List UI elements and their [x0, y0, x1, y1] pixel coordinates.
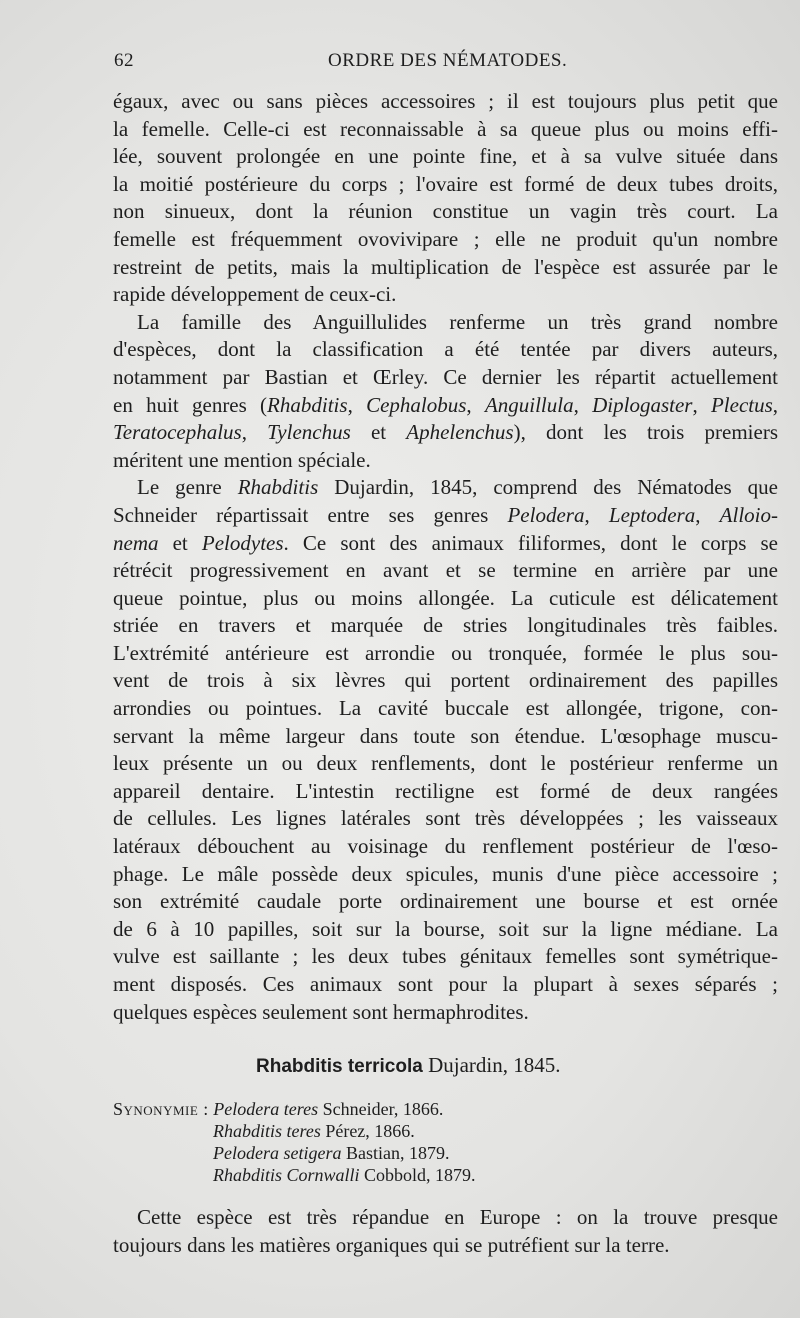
species-heading: [256, 1053, 676, 1078]
text-line: latéraux débouchent au voisinage du renflement postérieur de l'œso-: [113, 834, 778, 859]
text-line: de 6 à 10 papilles, soit sur la bourse, soit sur la ligne médiane. La: [113, 916, 778, 941]
text-line: L'extrémité antérieure est arrondie ou tronquée, formée le plus sou-: [113, 640, 778, 665]
synonym-authority: Bastian, 1879.: [345, 1143, 450, 1163]
text-line: La famille des Anguillulides renferme un très grand nombre: [137, 309, 778, 334]
text-line: phage. Le mâle possède deux spicules, munis d'une pièce accessoire ;: [113, 861, 778, 886]
text-line: nema et Pelodytes. Ce sont des animaux filiformes, dont le corps se: [113, 530, 778, 555]
synonym-name: Pelodera teres: [213, 1099, 319, 1119]
text-line: Cette espèce est très répandue en Europe : on la trouve presque: [137, 1205, 778, 1229]
synonymy-row: [113, 1142, 673, 1164]
text-line: en huit genres (Rhabditis, Cephalobus, Anguillula, Diplogaster, Plectus,: [113, 392, 779, 417]
synonymy-row: [113, 1098, 673, 1120]
synonym-authority: Cobbold, 1879.: [364, 1165, 476, 1185]
text-line: Schneider répartissait entre ses genres Pelodera, Leptodera, Alloio-: [113, 502, 778, 527]
text-line: restreint de petits, mais la multiplication de l'espèce est assurée par le: [113, 254, 778, 279]
text-line: leux présente un ou deux renflements, dont le postérieur renferme un: [113, 751, 778, 776]
text-line: Le genre Rhabditis Dujardin, 1845, comprend des Nématodes que: [137, 475, 778, 500]
text-line: rétrécit progressivement en avant et se termine en arrière par une: [113, 558, 778, 583]
synonym-authority: Schneider, 1866.: [322, 1099, 444, 1119]
synonymy-label: Synonymie :: [113, 1099, 209, 1119]
text-line: de cellules. Les lignes latérales sont très développées ; les vaisseaux: [113, 806, 778, 831]
text-line: vent de trois à six lèvres qui portent ordinairement des papilles: [113, 668, 778, 693]
text-line: femelle est fréquemment ovovivipare ; elle ne produit qu'un nombre: [113, 226, 778, 251]
text-line: quelques espèces seulement sont hermaphrodites.: [113, 999, 529, 1024]
text-line: lée, souvent prolongée en une pointe fine, et à sa vulve située dans: [113, 144, 778, 169]
species-name: Rhabditis terricola: [256, 1056, 423, 1077]
text-line: la femelle. Celle-ci est reconnaissable à sa queue plus ou moins effi-: [113, 116, 778, 141]
synonym-authority: Pérez, 1866.: [325, 1121, 415, 1141]
text-line: striée en travers et marquée de stries longitudinales très faibles.: [113, 613, 778, 638]
text-line: son extrémité caudale porte ordinairement une bourse et est ornée: [113, 889, 778, 914]
species-description: [113, 1203, 778, 1258]
text-line: d'espèces, dont la classification a été tentée par divers auteurs,: [113, 337, 778, 362]
text-line: ment disposés. Ces animaux sont pour la plupart à sexes séparés ;: [113, 972, 778, 996]
text-line: Teratocephalus, Tylenchus et Aphelenchus), dont les trois premiers: [113, 420, 779, 445]
synonym-name: Rhabditis Cornwalli: [213, 1165, 360, 1185]
text-line: toujours dans les matières organiques qui se putréfient sur la terre.: [113, 1232, 670, 1257]
synonymy-row: [113, 1120, 673, 1142]
text-line: méritent une mention spéciale.: [113, 447, 371, 472]
running-title: ORDRE DES NÉMATODES.: [328, 50, 568, 71]
synonym-name: Rhabditis teres: [213, 1121, 321, 1141]
synonymy-block: [113, 1098, 673, 1186]
text-line: rapide développement de ceux-ci.: [113, 282, 397, 307]
text-line: appareil dentaire. L'intestin rectiligne est formé de deux rangées: [113, 778, 778, 803]
page-number: 62: [114, 50, 134, 71]
synonymy-row: [113, 1164, 673, 1186]
text-line: égaux, avec ou sans pièces accessoires ; il est toujours plus petit que: [113, 89, 778, 113]
body-text: [113, 88, 778, 1026]
species-authority: Dujardin, 1845.: [428, 1053, 561, 1077]
text-line: non sinueux, dont la réunion constitue un vagin très court. La: [113, 199, 778, 224]
text-line: la moitié postérieure du corps ; l'ovaire est formé de deux tubes droits,: [113, 171, 778, 196]
text-line: arrondies ou pointues. La cavité buccale est allongée, trigone, con-: [113, 696, 778, 721]
running-head: [114, 50, 754, 80]
text-line: servant la même largeur dans toute son étendue. L'œsophage muscu-: [113, 723, 778, 748]
text-line: notamment par Bastian et Œrley. Ce dernier les répartit actuellement: [113, 364, 778, 389]
text-line: queue pointue, plus ou moins allongée. La cuticule est délicatement: [113, 585, 778, 610]
text-line: vulve est saillante ; les deux tubes génitaux femelles sont symétrique-: [113, 944, 778, 969]
synonym-name: Pelodera setigera: [213, 1143, 342, 1163]
